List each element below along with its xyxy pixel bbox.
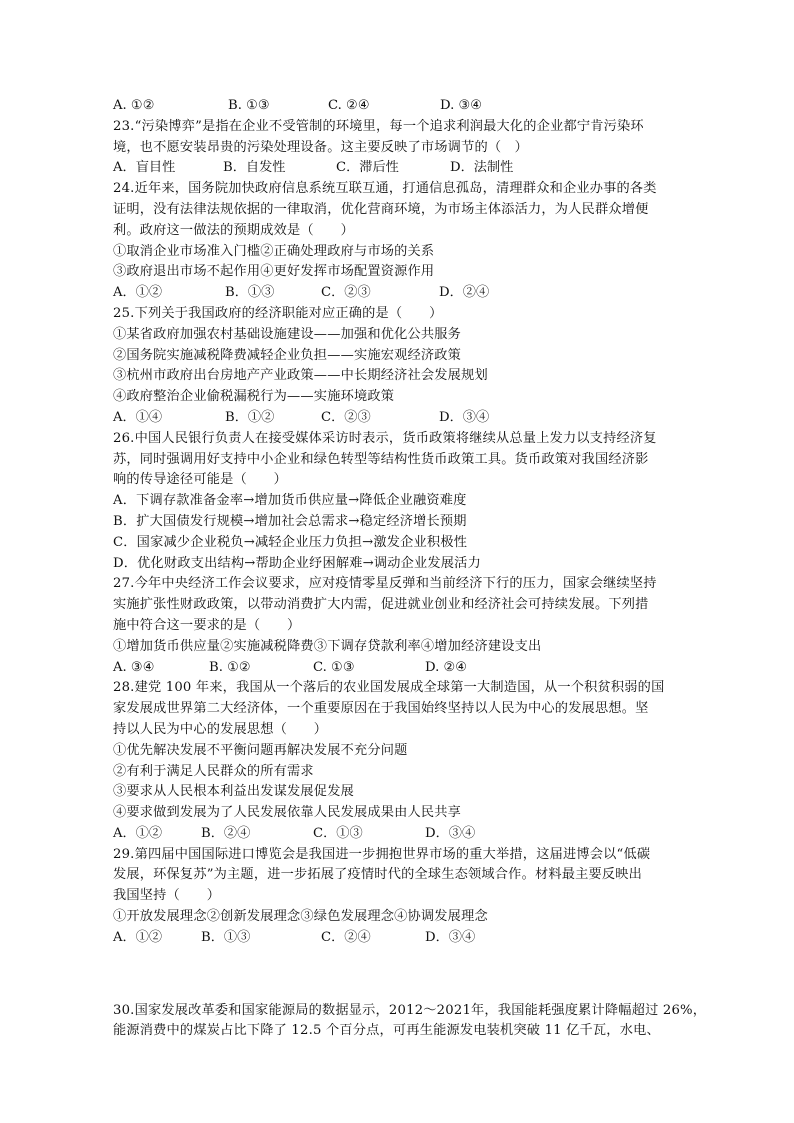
q27-stem-line-2: 实施扩张性财政政策，以带动消费扩大内需，促进就业创业和经济社会可持续发展。下列措 bbox=[113, 597, 649, 613]
q26-option-b: B．扩大国债发行规模→增加社会总需求→稳定经济增长预期 bbox=[113, 513, 467, 529]
q26-stem-line-1: 26.中国人民银行负责人在接受媒体采访时表示，货币政策将继续从总量上发力以支持经济复 bbox=[113, 430, 657, 446]
blank-gap bbox=[113, 949, 685, 1001]
q24-option-d: D．②④ bbox=[439, 285, 490, 301]
q30-stem-line-1: 30.国家发展改革委和国家能源局的数据显示，2012～2021年，我国能耗强度累计降幅超过 26%， bbox=[113, 1002, 707, 1018]
q29-option-c: C．②④ bbox=[321, 929, 371, 945]
q28-statement-2: ②有利于满足人民群众的所有需求 bbox=[113, 763, 314, 779]
q28-statement-4: ④要求做到发展为了人民发展依靠人民发展成果由人民共享 bbox=[113, 805, 462, 821]
q22-options bbox=[113, 96, 685, 117]
q24-statement-3-4: ③政府退出市场不起作用④更好发挥市场配置资源作用 bbox=[113, 264, 435, 280]
q28-option-a: A．①② bbox=[113, 825, 163, 841]
q27-option-b: B. ①② bbox=[209, 659, 251, 675]
q25-statement-1: ①某省政府加强农村基础设施建设——加强和优化公共服务 bbox=[113, 326, 462, 342]
q28-option-b: B．②④ bbox=[201, 825, 251, 841]
q25-statement-2: ②国务院实施减税降费减轻企业负担——实施宏观经济政策 bbox=[113, 347, 462, 363]
q29-option-a: A．①② bbox=[113, 929, 163, 945]
q24-option-b: B．①③ bbox=[225, 285, 275, 301]
exam-page bbox=[113, 96, 707, 1042]
q23-option-c: C．滞后性 bbox=[336, 160, 399, 176]
q28-stem-line-1: 28.建党 100 年来，我国从一个落后的农业国发展成全球第一大制造国，从一个积贫积弱的国 bbox=[113, 680, 665, 696]
q23-option-d: D．法制性 bbox=[450, 160, 514, 176]
q24-stem-line-1: 24.近年来，国务院加快政府信息系统互联互通，打通信息孤岛，清理群众和企业办事的各类 bbox=[113, 181, 657, 197]
q22-option-c: C. ②④ bbox=[328, 98, 370, 113]
q27-option-c: C. ①③ bbox=[313, 659, 355, 675]
q22-option-d: D. ③④ bbox=[440, 98, 483, 113]
q26-option-a: A．下调存款准备金率→增加货币供应量→降低企业融资难度 bbox=[113, 493, 467, 509]
q24-option-c: C．②③ bbox=[321, 285, 371, 301]
q28-stem-line-2: 家发展成世界第二大经济体，一个重要原因在于我国始终坚持以人民为中心的发展思想。坚 bbox=[113, 701, 649, 717]
q23-stem-line-2: 境，也不愿安装昂贵的污染处理设备。这主要反映了市场调节的（ ） bbox=[113, 139, 529, 155]
q23-options bbox=[113, 158, 685, 179]
q29-statements: ①开放发展理念②创新发展理念③绿色发展理念④协调发展理念 bbox=[113, 909, 488, 925]
q22-option-b: B. ①③ bbox=[228, 98, 270, 113]
q26-option-d: D．优化财政支出结构→帮助企业纾困解难→调动企业发展活力 bbox=[113, 555, 481, 571]
q29-stem-line-2: 发展，环保复苏”为主题，进一步拓展了疫情时代的全球生态领域合作。材料最主要反映出 bbox=[113, 867, 643, 883]
q24-statement-1-2: ①取消企业市场准入门槛②正确处理政府与市场的关系 bbox=[113, 243, 435, 259]
q24-options bbox=[113, 283, 685, 304]
q29-stem-line-1: 29.第四届中国国际进口博览会是我国进一步拥抱世界市场的重大举措，这届进博会以“低碳 bbox=[113, 846, 651, 862]
q27-statements: ①增加货币供应量②实施减税降费③下调存贷款利率④增加经济建设支出 bbox=[113, 638, 542, 654]
q25-options bbox=[113, 408, 685, 429]
q28-statement-1: ①优先解决发展不平衡问题再解决发展不充分问题 bbox=[113, 742, 408, 758]
q25-stem-line-1: 25.下列关于我国政府的经济职能对应正确的是（ ） bbox=[113, 305, 443, 321]
q25-statement-3: ③杭州市政府出台房地产产业政策——中长期经济社会发展规划 bbox=[113, 368, 488, 384]
q28-statement-3: ③要求从人民根本利益出发谋发展促发展 bbox=[113, 784, 354, 800]
q29-option-d: D．③④ bbox=[425, 929, 476, 945]
q24-option-a: A．①② bbox=[113, 285, 163, 301]
q27-stem-line-3: 施中符合这一要求的是（ ） bbox=[113, 617, 301, 633]
q27-stem-line-1: 27.今年中央经济工作会议要求，应对疫情零星反弹和当前经济下行的压力，国家会继续坚持 bbox=[113, 576, 657, 592]
q23-stem-line-1: 23.“污染博弈”是指在企业不受管制的环境里，每一个追求利润最大化的企业都宁肯污染环 bbox=[113, 118, 644, 134]
q28-option-c: C．①③ bbox=[313, 825, 363, 841]
q25-option-d: D．③④ bbox=[439, 409, 490, 425]
q25-option-a: A．①④ bbox=[113, 409, 163, 425]
q26-stem-line-2: 苏，同时强调用好支持中小企业和绿色转型等结构性货币政策工具。货币政策对我国经济影 bbox=[113, 451, 649, 467]
q27-option-a: A. ③④ bbox=[113, 659, 155, 675]
q26-option-c: C．国家减少企业税负→减轻企业压力负担→激发企业积极性 bbox=[113, 534, 468, 550]
q27-option-d: D. ②④ bbox=[425, 659, 468, 675]
q28-options bbox=[113, 824, 685, 845]
q27-options bbox=[113, 658, 685, 679]
q30-stem-line-2: 能源消费中的煤炭占比下降了 12.5 个百分点，可再生能源发电装机突破 11 亿千瓦，水电、 bbox=[113, 1023, 660, 1039]
q24-stem-line-3: 利。政府这一做法的预期成效是（ ） bbox=[113, 222, 354, 238]
q25-option-c: C．②③ bbox=[321, 409, 371, 425]
q25-option-b: B．①② bbox=[225, 409, 275, 425]
q25-statement-4: ④政府整治企业偷税漏税行为——实施环境政策 bbox=[113, 389, 395, 405]
q29-option-b: B．①③ bbox=[201, 929, 251, 945]
q23-option-a: A．盲目性 bbox=[113, 160, 176, 176]
q29-stem-line-3: 我国坚持（ ） bbox=[113, 888, 221, 904]
q24-stem-line-2: 证明，没有法律法规依据的一律取消，优化营商环境，为市场主体添活力，为人民群众增便 bbox=[113, 201, 649, 217]
q23-option-b: B．自发性 bbox=[223, 160, 286, 176]
q26-stem-line-3: 响的传导途径可能是（ ） bbox=[113, 472, 288, 488]
q28-option-d: D．③④ bbox=[425, 825, 476, 841]
q22-option-a: A. ①② bbox=[113, 98, 155, 113]
q29-options bbox=[113, 928, 685, 949]
q28-stem-line-3: 持以人民为中心的发展思想（ ） bbox=[113, 721, 328, 737]
